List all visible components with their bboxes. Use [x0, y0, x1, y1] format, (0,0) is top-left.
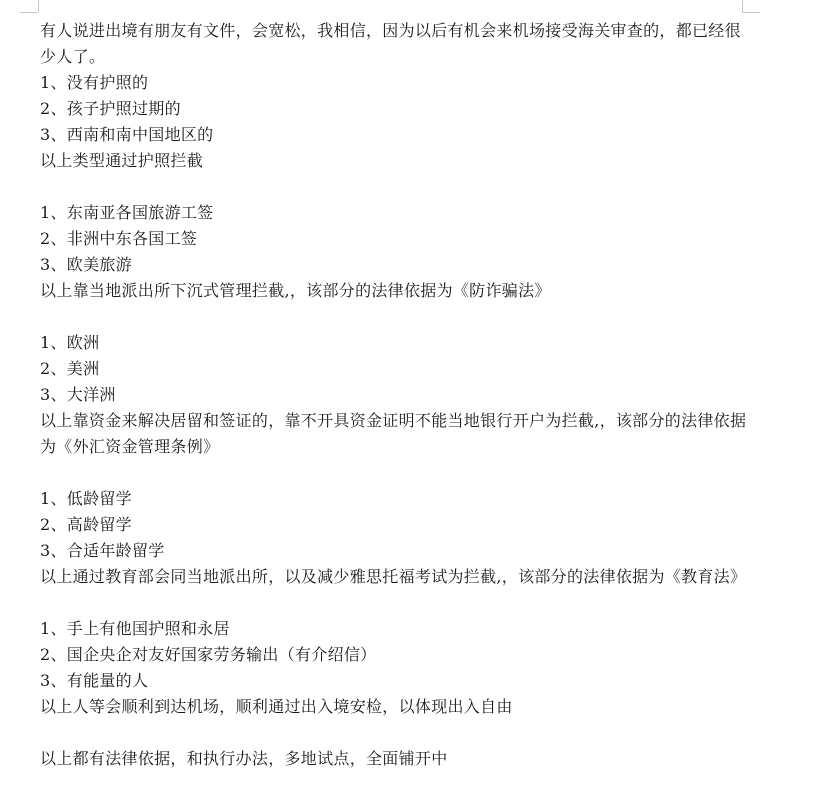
blank-line — [40, 590, 750, 616]
list-item: 2、非洲中东各国工签 — [40, 229, 198, 248]
list-item: 1、欧洲 — [40, 333, 100, 352]
section-study-abroad — [40, 486, 750, 590]
list-item: 2、国企央企对友好国家劳务输出（有介绍信） — [40, 645, 377, 664]
intro-paragraph: 有人说进出境有朋友有文件，会宽松，我相信，因为以后有机会来机场接受海关审查的，都已经很少人了。 — [40, 21, 741, 66]
list-item: 3、欧美旅游 — [40, 255, 132, 274]
document-body — [40, 18, 750, 772]
section-passport — [40, 70, 750, 174]
list-item: 1、没有护照的 — [40, 73, 149, 92]
list-item: 3、大洋洲 — [40, 385, 116, 404]
crop-mark-top-right-vertical — [742, 0, 743, 12]
closing-paragraph: 以上都有法律依据，和执行办法，多地试点，全面铺开中 — [40, 749, 448, 768]
list-item: 3、有能量的人 — [40, 671, 149, 690]
list-item: 3、西南和南中国地区的 — [40, 125, 214, 144]
list-item: 2、美洲 — [40, 359, 100, 378]
section-residency — [40, 330, 750, 460]
crop-mark-top-left-vertical — [38, 0, 39, 12]
list-item: 1、东南亚各国旅游工签 — [40, 203, 214, 222]
section-allowed — [40, 616, 750, 720]
list-item: 2、孩子护照过期的 — [40, 99, 181, 118]
section-work-visa — [40, 200, 750, 304]
blank-line — [40, 460, 750, 486]
section-summary: 以上靠当地派出所下沉式管理拦截,，该部分的法律依据为《防诈骗法》 — [40, 281, 551, 300]
list-item: 1、手上有他国护照和永居 — [40, 619, 230, 638]
list-item: 3、合适年龄留学 — [40, 541, 165, 560]
section-summary: 以上类型通过护照拦截 — [40, 151, 204, 170]
list-item: 2、高龄留学 — [40, 515, 132, 534]
crop-mark-top-right-horizontal — [742, 12, 760, 13]
blank-line — [40, 304, 750, 330]
crop-mark-top-left-horizontal — [20, 12, 38, 13]
list-item: 1、低龄留学 — [40, 489, 132, 508]
blank-line — [40, 720, 750, 746]
blank-line — [40, 174, 750, 200]
section-summary: 以上靠资金来解决居留和签证的，靠不开具资金证明不能当地银行开户为拦截,，该部分的法律依据为《外汇资金管理条例》 — [40, 411, 747, 456]
section-summary: 以上通过教育部会同当地派出所，以及减少雅思托福考试为拦截,，该部分的法律依据为《教育法》 — [40, 567, 747, 586]
section-summary: 以上人等会顺利到达机场，顺利通过出入境安检，以体现出入自由 — [40, 697, 513, 716]
